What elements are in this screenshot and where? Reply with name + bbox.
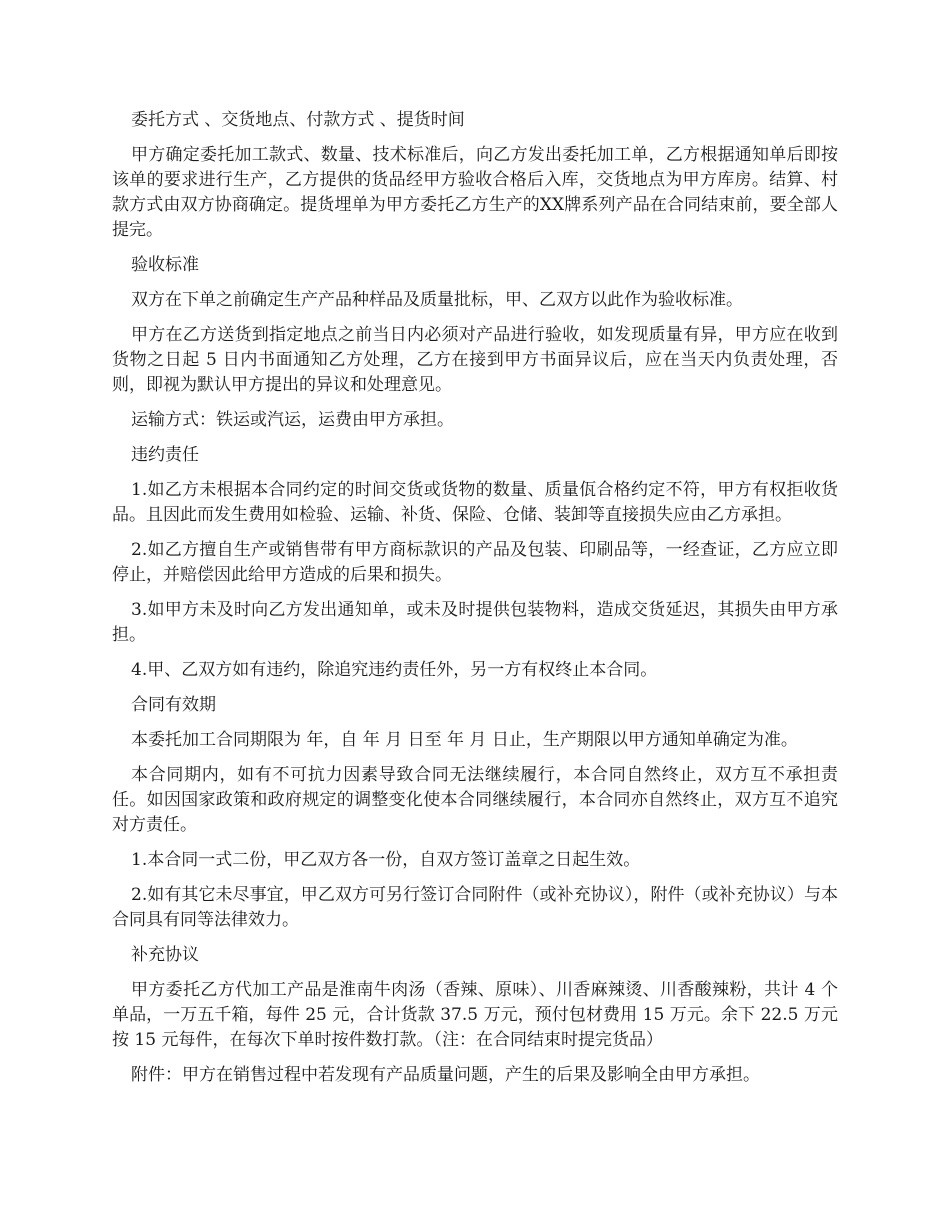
heading-supplement: 补充协议 — [131, 945, 199, 965]
heading-liability: 违约责任 — [131, 445, 199, 465]
para-delivery: 甲方确定委托加工款式、数量、技术标准后，向乙方发出委托加工单，乙方根据通知单后即按该单的要求进行生产，乙方提供的货品经甲方验收合格后入库，交货地点为甲方库房。结算、村款方式由双方协商确定。提货埋单为甲方委托乙方生产的XX牌系列产品在合同结束前，要全部人提完。 — [112, 145, 838, 240]
para-liability-2: 2.如乙方擅自生产或销售带有甲方商标款识的产品及包装、印刷品等，一经查证，乙方应立即停止，并赔偿因此给甲方造成的后果和损失。 — [112, 540, 838, 585]
para-acceptance-2: 甲方在乙方送货到指定地点之前当日内必须对产品进行验收，如发现质量有异，甲方应在收到货物之日起 5 日内书面通知乙方处理，乙方在接到甲方书面异议后，应在当天内负责处理，否则，即视为默认甲方提出的异议和处理意见。 — [112, 325, 838, 395]
para-validity-4: 2.如有其它未尽事宜，甲乙双方可另行签订合同附件（或补充协议），附件（或补充协议）与本合同具有同等法律效力。 — [112, 885, 838, 930]
heading-acceptance: 验收标准 — [131, 255, 199, 275]
heading-delivery: 委托方式 、交货地点、付款方式 、提货时间 — [131, 110, 465, 130]
para-validity-2: 本合同期内，如有不可抗力因素导致合同无法继续履行，本合同自然终止，双方互不承担责任。如因国家政策和政府规定的调整变化使本合同继续履行，本合同亦自然终止，双方互不追究对方责任。 — [112, 765, 838, 835]
para-liability-1: 1.如乙方未根据本合同约定的时间交货或货物的数量、质量佤合格约定不符，甲方有权拒收货品。且因此而发生费用如检验、运输、补货、保险、仓储、装卸等直接损失应由乙方承担。 — [112, 480, 838, 525]
heading-validity: 合同有效期 — [131, 695, 216, 715]
para-supplement: 甲方委托乙方代加工产品是淮南牛肉汤（香辣、原味）、川香麻辣烫、川香酸辣粉，共计 4 个单品，一万五千箱，每件 25 元，合计货款 37.5 万元，预付包材费用 15 万元。余下 22.5 万元按 15 元每件，在每次下单时按件数打款。（注：在合同结束时提完货品） — [112, 980, 838, 1050]
para-validity-1: 本委托加工合同期限为 年，自 年 月 日至 年 月 日止，生产期限以甲方通知单确定为准。 — [131, 730, 798, 750]
document-page — [112, 108, 838, 1098]
para-validity-3: 1.本合同一式二份，甲乙双方各一份，自双方签订盖章之日起生效。 — [131, 850, 641, 870]
para-acceptance-1: 双方在下单之前确定生产产品种样品及质量批标，甲、乙双方以此作为验收标准。 — [131, 290, 743, 310]
para-liability-4: 4.甲、乙双方如有违约，除追究违约责任外，另一方有权终止本合同。 — [131, 660, 658, 680]
para-attachment: 附件：甲方在销售过程中若发现有产品质量问题，产生的后果及影响全由甲方承担。 — [131, 1065, 760, 1085]
para-transport: 运输方式：铁运或汽运，运费由甲方承担。 — [131, 410, 454, 430]
para-liability-3: 3.如甲方未及时向乙方发出通知单，或未及时提供包装物料，造成交货延迟，其损失由甲方承担。 — [112, 600, 838, 645]
